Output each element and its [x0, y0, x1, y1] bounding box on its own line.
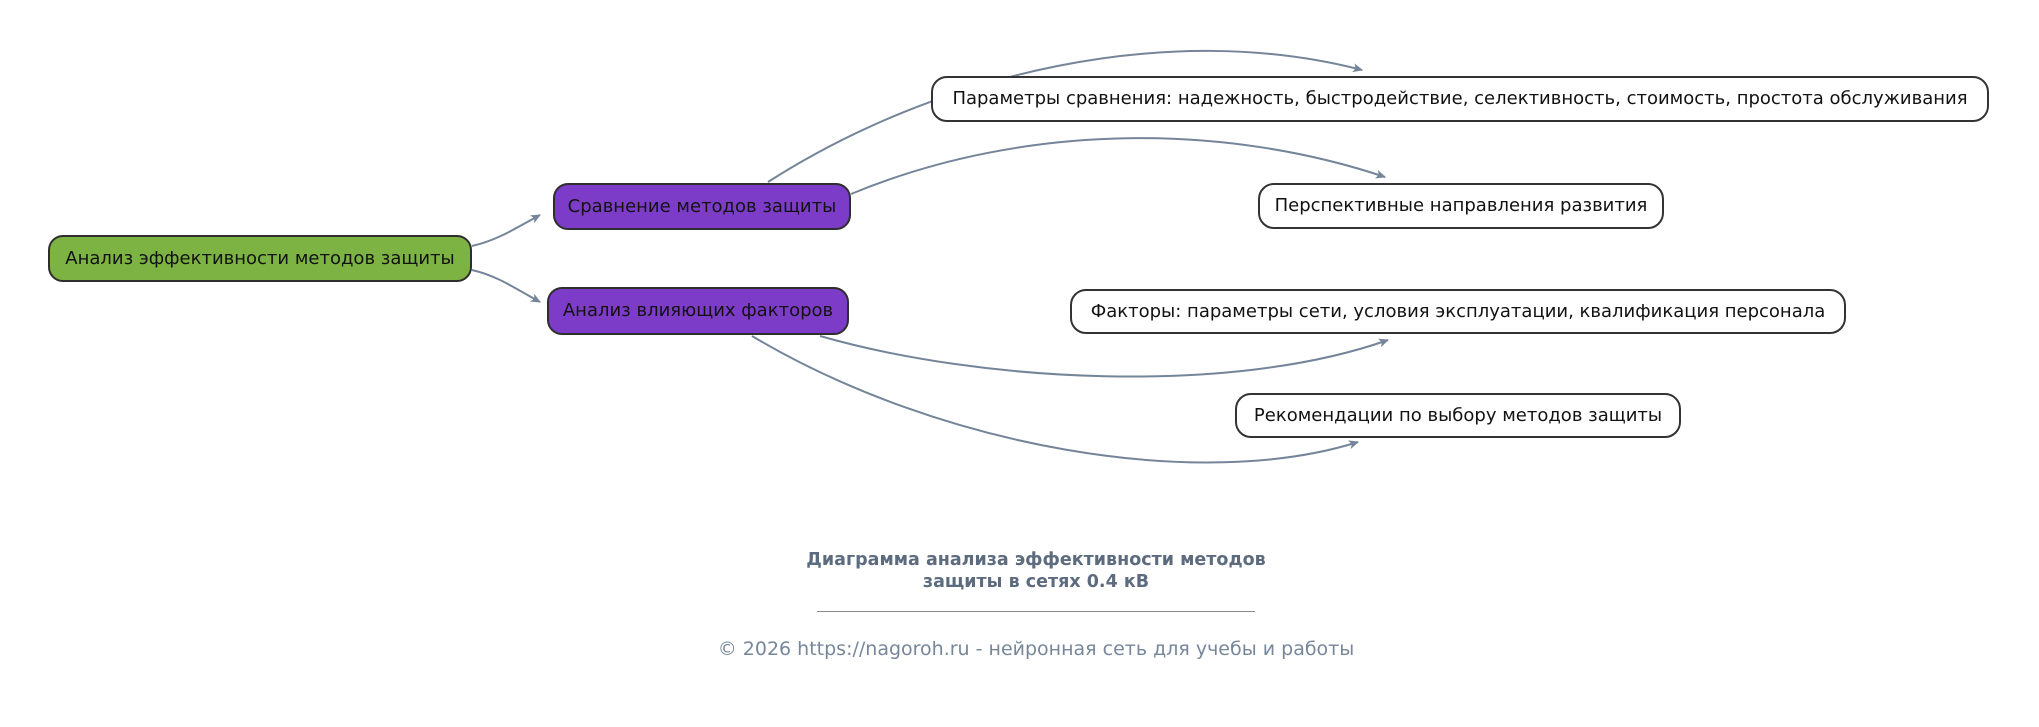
root-node-analysis: Анализ эффективности методов защиты	[48, 235, 472, 282]
leaf-node-comparison-parameters: Параметры сравнения: надежность, быстродействие, селективность, стоимость, простота обслуживания	[931, 76, 1989, 122]
caption-divider	[817, 611, 1255, 612]
edge-factors-to-factorlist	[820, 336, 1388, 377]
caption-line-1: Диаграмма анализа эффективности методов	[806, 550, 1266, 570]
leaf-node-influencing-factors: Факторы: параметры сети, условия эксплуатации, квалификация персонала	[1070, 289, 1846, 334]
edge-root-to-factors	[472, 270, 540, 302]
leaf-node-recommendations: Рекомендации по выбору методов защиты	[1235, 393, 1681, 438]
diagram-caption	[806, 550, 1265, 594]
caption-line-2: защиты в сетях 0.4 кВ	[922, 571, 1150, 592]
branch-node-factors: Анализ влияющих факторов	[547, 287, 849, 335]
edge-root-to-comparison	[472, 215, 540, 246]
branch-node-comparison: Сравнение методов защиты	[553, 183, 851, 230]
leaf-node-development-directions: Перспективные направления развития	[1258, 183, 1664, 229]
footer-credit: © 2026 https://nagoroh.ru - нейронная сеть для учебы и работы	[717, 638, 1355, 660]
